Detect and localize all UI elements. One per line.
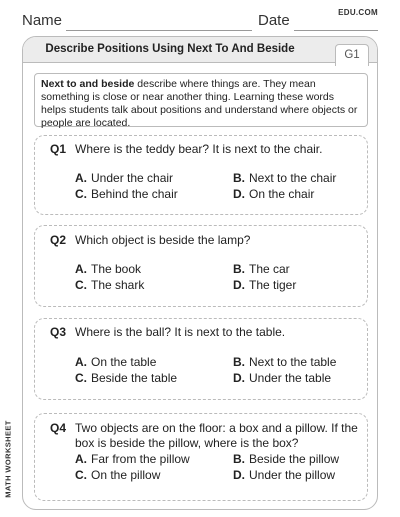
option-d[interactable]: D. On the chair bbox=[233, 187, 315, 201]
option-c[interactable]: C. Beside the table bbox=[75, 371, 178, 385]
option-c[interactable]: C. On the pillow bbox=[75, 468, 161, 482]
question-number: Q3 bbox=[50, 325, 67, 339]
math-worksheet-label: MATH WORKSHEET bbox=[3, 419, 13, 498]
question-text: Which object is beside the lamp? bbox=[75, 233, 251, 247]
question-card-q2 bbox=[34, 225, 368, 307]
option-d[interactable]: D. The tiger bbox=[233, 278, 297, 292]
option-d[interactable]: D. Under the pillow bbox=[233, 468, 336, 482]
worksheet-header bbox=[23, 37, 377, 63]
option-b[interactable]: B. Next to the table bbox=[233, 355, 337, 369]
worksheet-frame bbox=[22, 36, 378, 510]
option-d[interactable]: D. Under the table bbox=[233, 371, 332, 385]
intro-bold: Next to and beside bbox=[41, 78, 135, 90]
option-b[interactable]: B. The car bbox=[233, 262, 290, 276]
question-text: Two objects are on the floor: a box and a pillow. If the box is beside the pillow, where is the box? bbox=[75, 421, 358, 450]
option-a[interactable]: A. On the table bbox=[75, 355, 157, 369]
name-label: Name bbox=[22, 12, 63, 29]
question-number: Q2 bbox=[50, 233, 67, 247]
option-c[interactable]: C. The shark bbox=[75, 278, 145, 292]
side-label bbox=[2, 411, 14, 506]
question-number: Q4 bbox=[50, 421, 67, 435]
intro-text: describe where things are. They mean something is close or near another thing. Learning these words helps students talk about positions and understand where objects or people are located. bbox=[41, 78, 358, 129]
grade-badge: G1 bbox=[335, 44, 369, 66]
option-b[interactable]: B. Beside the pillow bbox=[233, 452, 340, 466]
worksheet-title: Describe Positions Using Next To And Beside bbox=[45, 43, 295, 55]
option-c[interactable]: C. Behind the chair bbox=[75, 187, 178, 201]
question-number: Q1 bbox=[50, 142, 67, 156]
date-label: Date bbox=[258, 12, 290, 29]
question-card-q3 bbox=[34, 318, 368, 400]
question-card-q1 bbox=[34, 135, 368, 215]
brand-logo: EDU.COM bbox=[338, 8, 378, 17]
question-card-q4 bbox=[34, 413, 368, 501]
date-line[interactable] bbox=[294, 30, 378, 31]
option-b[interactable]: B. Next to the chair bbox=[233, 171, 337, 185]
question-text: Where is the teddy bear? It is next to the chair. bbox=[75, 142, 323, 156]
intro-box bbox=[34, 73, 368, 127]
option-a[interactable]: A. The book bbox=[75, 262, 142, 276]
option-a[interactable]: A. Far from the pillow bbox=[75, 452, 190, 466]
name-line[interactable] bbox=[66, 30, 252, 31]
option-a[interactable]: A. Under the chair bbox=[75, 171, 174, 185]
question-text: Where is the ball? It is next to the table. bbox=[75, 325, 286, 339]
name-date-row bbox=[22, 8, 378, 34]
